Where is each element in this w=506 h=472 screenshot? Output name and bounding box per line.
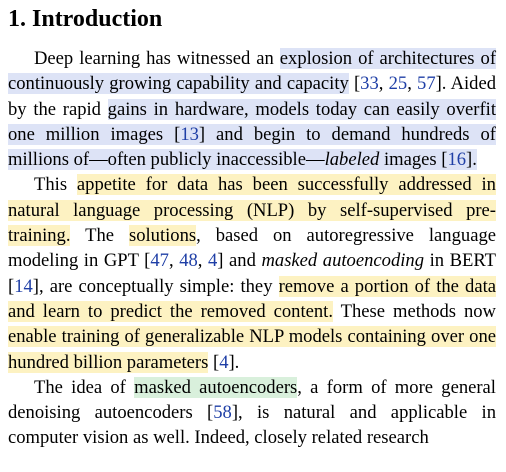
highlight-yellow: appetite for data has been successfully addressed in natural language processing (NLP) by self-supervised pre-training. [8,174,496,247]
highlight-yellow: solutions [128,225,197,247]
citation-link[interactable]: 4 [219,351,229,373]
text-span: These methods now [333,300,496,322]
text-span: ]. [466,149,477,171]
citation-link[interactable]: 47 [150,250,169,272]
citation-link[interactable]: 25 [388,73,408,95]
section-heading [8,4,496,34]
document-page [8,4,496,451]
text-span: , [407,73,418,95]
text-span: ], is natural and applicable in computer vision as well. Indeed, closely related research [8,402,496,449]
text-span: , a form of more general denoising autoencoders [ [8,376,496,424]
emphasis: labeled [324,149,380,171]
highlight-yellow: enable training of generalizable NLP models containing over one hundred billion parameters [8,326,496,373]
text-span: ] and begin to demand hundreds of millions of—often publicly inaccessible— [8,123,496,171]
text-span: [ [348,73,361,95]
emphasis: masked autoencoding [261,250,425,272]
text-span: , based on autoregressive language modeling in GPT [ [8,225,496,272]
paragraph-1 [8,46,496,172]
citation-link[interactable]: 33 [360,73,379,95]
text-span: ], are conceptually simple: they [32,275,279,297]
citation-link[interactable]: 13 [180,123,199,145]
text-span: , [197,250,208,272]
text-span: This [34,174,77,196]
citation-link[interactable]: 48 [179,250,198,272]
text-span: ]. [228,351,240,373]
citation-link[interactable]: 57 [417,73,436,95]
section-number: 1. [8,6,26,32]
text-span: images [ [379,149,448,171]
citation-link[interactable]: 14 [14,275,33,297]
citation-link[interactable]: 16 [447,149,467,171]
text-span: The idea of [34,376,135,398]
text-span: The [70,225,129,247]
text-span: , [378,73,389,95]
highlight-yellow: remove a portion of the data and learn to predict the removed content. [8,275,496,322]
text-span: Deep learning has witnessed an [34,48,280,69]
highlight-blue: explosion of architectures of continuously growing capability and capacity [8,48,497,95]
text-span: , [168,250,180,272]
text-span: ] and [217,250,262,272]
citation-link[interactable]: 58 [213,402,232,424]
text-span: ]. Aided by the rapid [8,73,497,120]
text-span: in BERT [ [8,250,497,297]
citation-link[interactable]: 4 [208,250,218,272]
highlight-green: masked autoencoders [134,376,298,398]
text-span: gains in hardware, models today can easily overfit one million images [ [8,98,496,145]
paragraph-3 [8,375,496,451]
paragraph-2 [8,172,496,374]
section-title: Introduction [32,6,163,32]
text-span: [ [208,351,220,373]
